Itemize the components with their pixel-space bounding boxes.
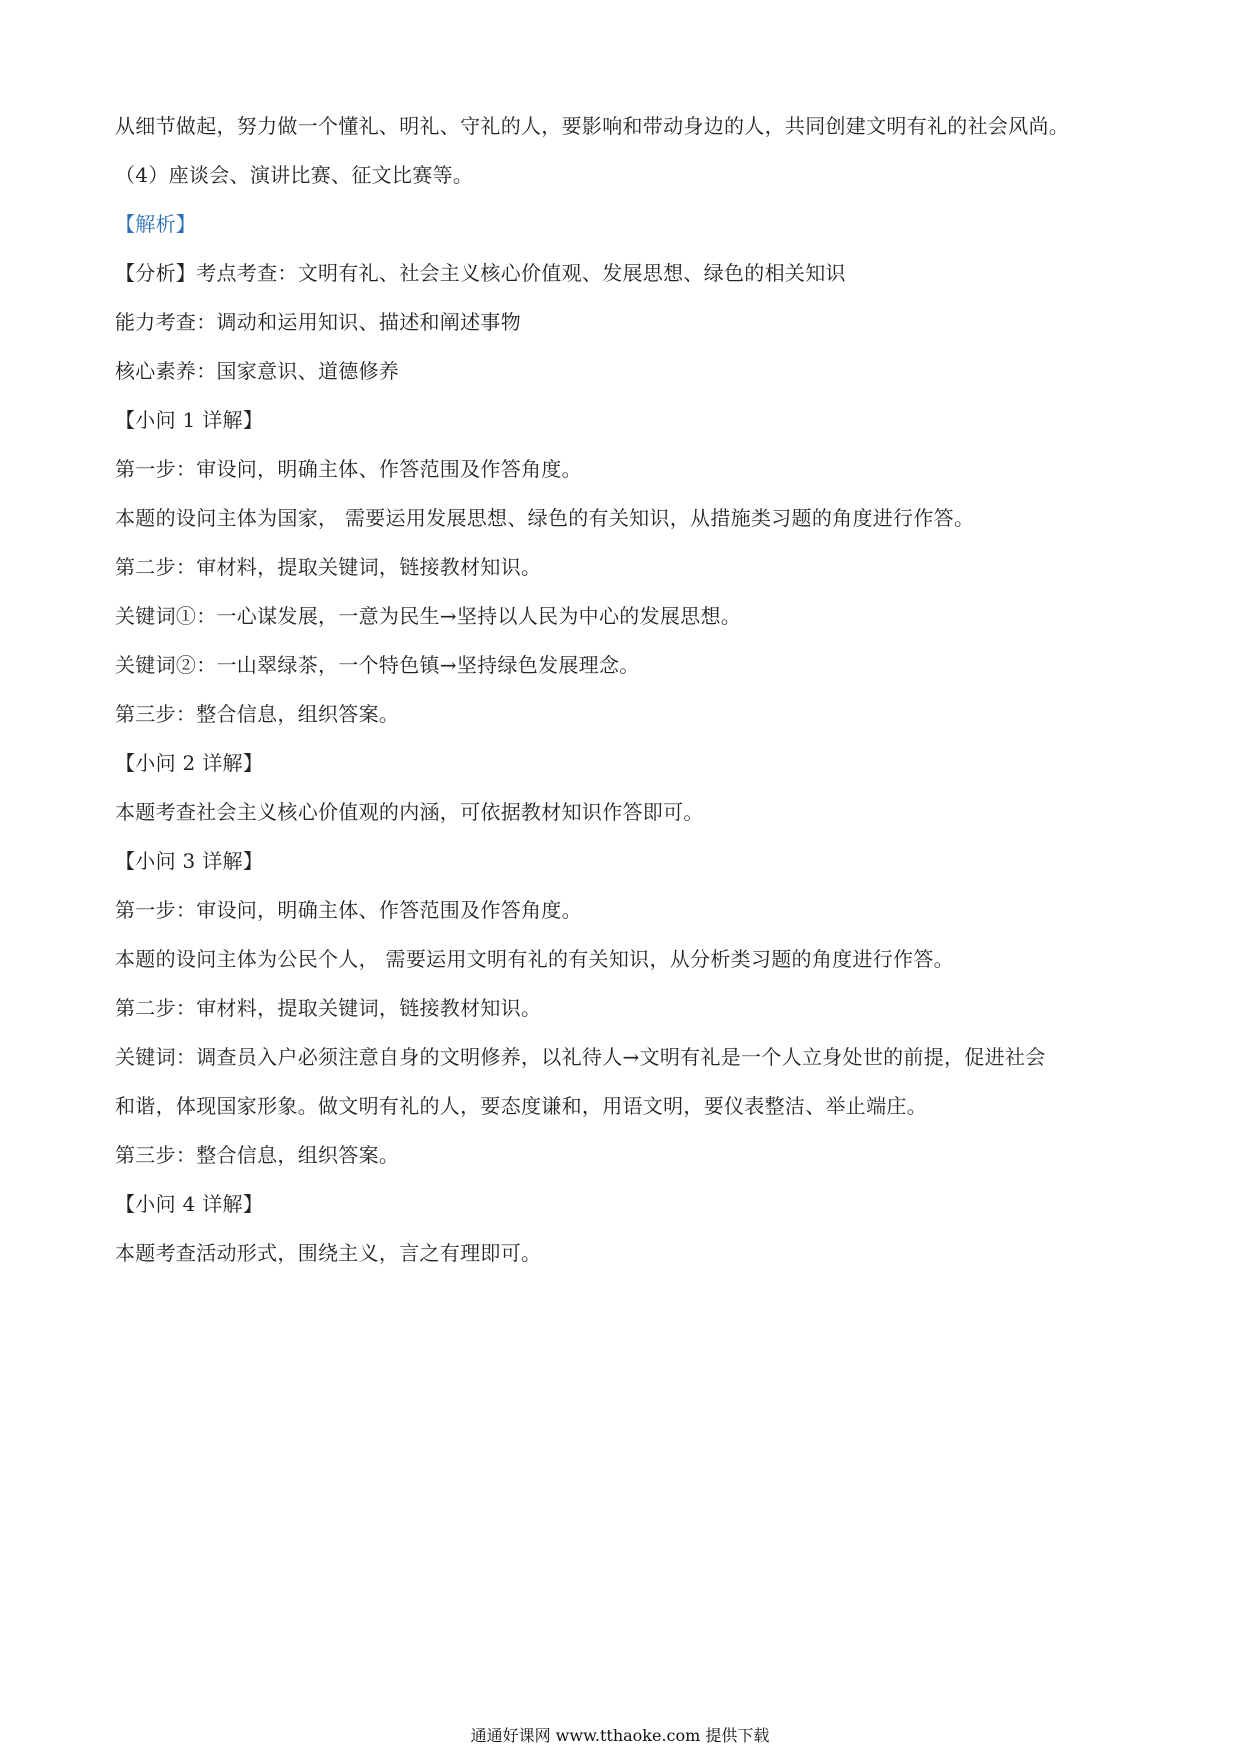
subquestion-1-keyword-1: 关键词①：一心谋发展，一意为民生→坚持以人民为中心的发展思想。 [115, 604, 742, 628]
subquestion-4-detail: 本题考查活动形式，围绕主义，言之有理即可。 [115, 1241, 542, 1265]
analysis-exam-points: 【分析】考点考查：文明有礼、社会主义核心价值观、发展思想、绿色的相关知识 [115, 261, 846, 285]
page-footer: 通通好课网 www.tthaoke.com 提供下载 [470, 1726, 770, 1745]
subquestion-1-step-1: 第一步：审设问，明确主体、作答范围及作答角度。 [115, 457, 582, 481]
subquestion-2-heading: 【小问 2 详解】 [115, 751, 264, 775]
subquestion-3-subject: 本题的设问主体为公民个人， 需要运用文明有礼的有关知识，从分析类习题的角度进行作答。 [115, 947, 954, 971]
answer-line-conclusion: 从细节做起，努力做一个懂礼、明礼、守礼的人，要影响和带动身边的人，共同创建文明有礼的社会风尚。 [115, 114, 1070, 138]
subquestion-1-step-3: 第三步：整合信息，组织答案。 [115, 702, 400, 726]
subquestion-1-subject: 本题的设问主体为国家， 需要运用发展思想、绿色的有关知识，从措施类习题的角度进行作答。 [115, 506, 975, 530]
subquestion-3-step-2: 第二步：审材料，提取关键词，链接教材知识。 [115, 996, 542, 1020]
subquestion-4-heading: 【小问 4 详解】 [115, 1192, 264, 1216]
analysis-ability: 能力考查：调动和运用知识、描述和阐述事物 [115, 310, 521, 334]
subquestion-3-step-3: 第三步：整合信息，组织答案。 [115, 1143, 400, 1167]
subquestion-3-keyword-line-2: 和谐，体现国家形象。做文明有礼的人，要态度谦和，用语文明，要仪表整洁、举止端庄。 [115, 1094, 927, 1118]
subquestion-3-heading: 【小问 3 详解】 [115, 849, 264, 873]
subquestion-1-step-2: 第二步：审材料，提取关键词，链接教材知识。 [115, 555, 542, 579]
analysis-core-literacy: 核心素养：国家意识、道德修养 [115, 359, 400, 383]
answer-line-4: （4）座谈会、演讲比赛、征文比赛等。 [115, 163, 474, 187]
document-body [115, 102, 1130, 1278]
subquestion-3-keyword-line-1: 关键词：调查员入户必须注意自身的文明修养，以礼待人→文明有礼是一个人立身处世的前提，促进社会 [115, 1045, 1046, 1069]
subquestion-1-keyword-2: 关键词②：一山翠绿茶，一个特色镇→坚持绿色发展理念。 [115, 653, 640, 677]
subquestion-1-heading: 【小问 1 详解】 [115, 408, 264, 432]
analysis-heading: 【解析】 [115, 212, 197, 236]
subquestion-3-step-1: 第一步：审设问，明确主体、作答范围及作答角度。 [115, 898, 582, 922]
subquestion-2-detail: 本题考查社会主义核心价值观的内涵，可依据教材知识作答即可。 [115, 800, 704, 824]
